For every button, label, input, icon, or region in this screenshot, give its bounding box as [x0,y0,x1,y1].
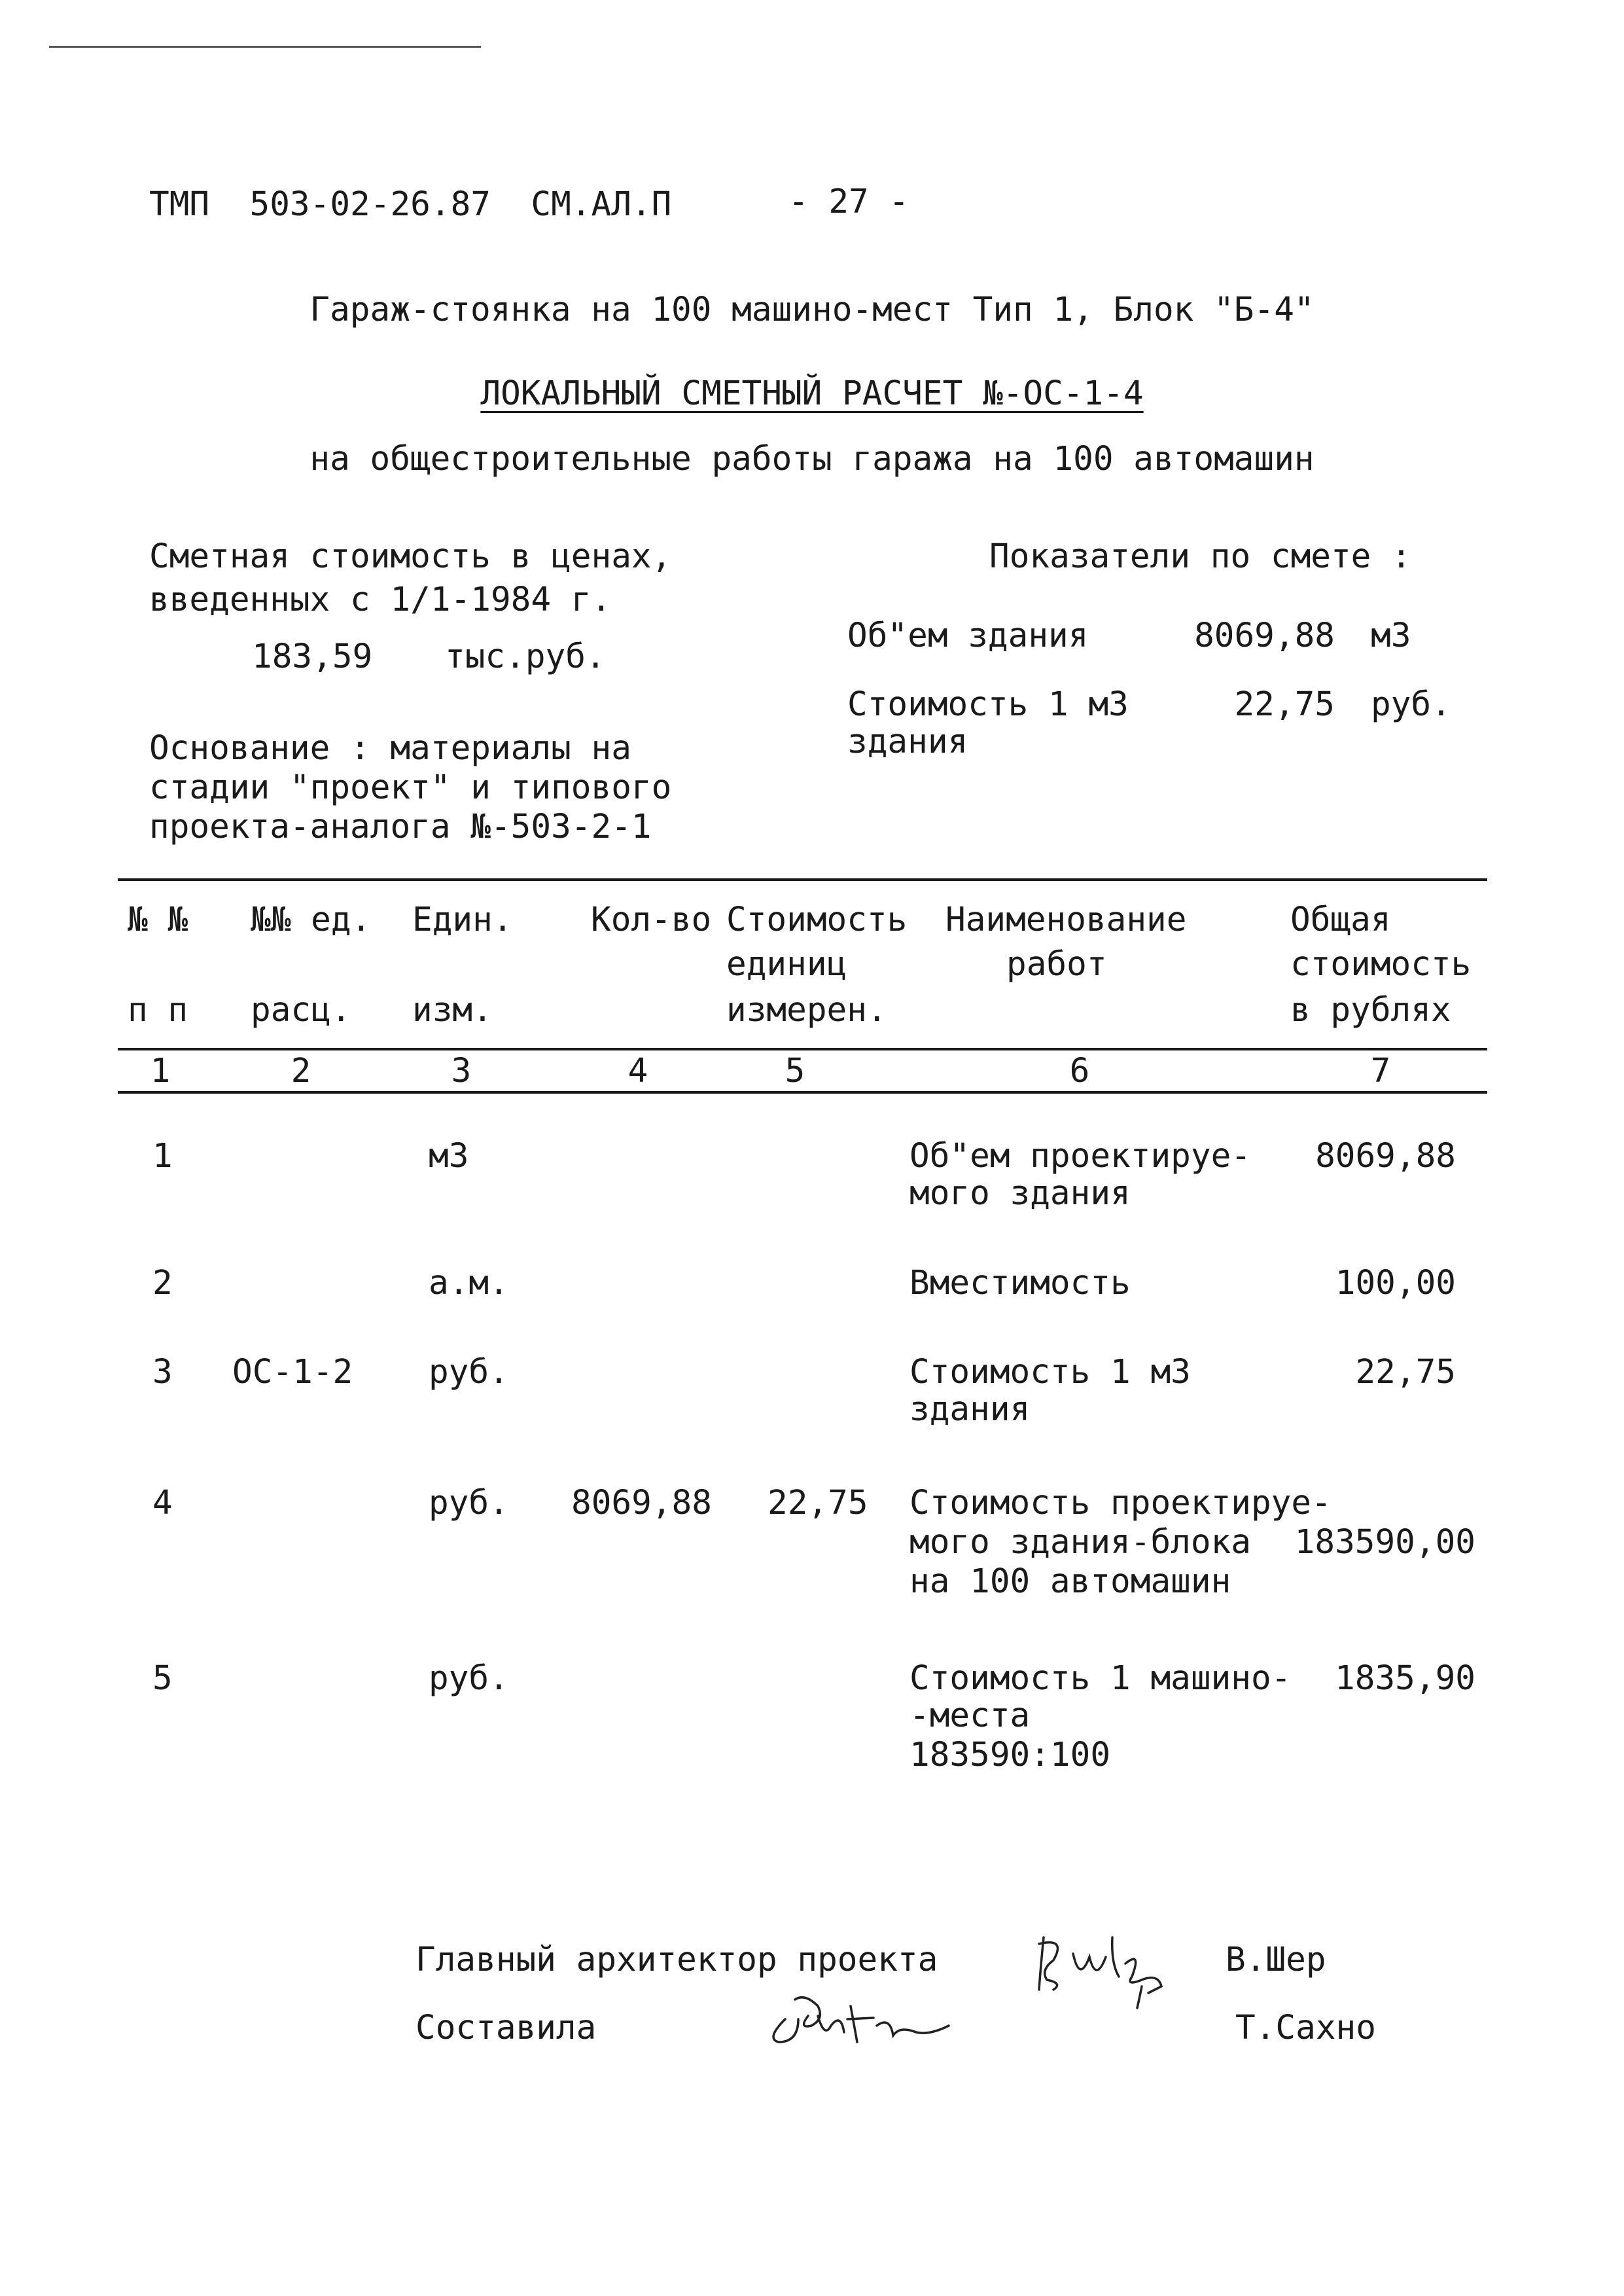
row-name-line2: здания [909,1390,1031,1429]
row-name-line1: Стоимость 1 м3 [909,1353,1191,1391]
row-total: 100,00 [1335,1264,1456,1302]
row-name-line2: -места [909,1696,1031,1735]
row-name-line1: Стоимость 1 машино- [909,1659,1292,1698]
row-number: 5 [152,1659,173,1698]
header-col3-bottom: изм. [412,991,493,1030]
row-name-line2: мого здания [909,1174,1131,1213]
row-unit: руб. [429,1659,509,1698]
row-number: 3 [152,1353,173,1391]
compiler-name: Т.Сахно [1235,2009,1376,2047]
header-col5-line3: измерен. [726,991,887,1030]
row-unit: руб. [429,1484,509,1522]
header-col7-line3: в рублях [1290,991,1451,1030]
indicator-cost-label-line1: Стоимость 1 м3 [847,685,1129,724]
estimate-cost-unit: тыс.руб. [445,637,606,676]
row-name-line2: мого здания-блока [909,1523,1251,1562]
row-quantity: 8069,88 [571,1484,712,1522]
header-bottom-rule [118,1048,1487,1050]
header-col7-line2: стоимость [1290,945,1472,984]
column-number: 5 [785,1052,805,1090]
indicator-cost-value: 22,75 [1234,685,1335,724]
indicator-volume-label: Об"ем здания [847,617,1089,655]
row-name-line3: на 100 автомашин [909,1562,1231,1601]
basis-line2: стадии "проект" и типового [149,768,672,807]
column-number: 1 [150,1052,171,1090]
header-col2-top: №№ ед. [251,901,372,939]
row-total: 22,75 [1355,1353,1456,1391]
header-col3-top: Един. [412,901,513,939]
row-total: 8069,88 [1315,1137,1456,1175]
header-col6-line2: работ [1006,945,1107,984]
row-name-line1: Вместимость [909,1264,1131,1302]
page-number: - 27 - [788,183,909,221]
row-number: 2 [152,1264,173,1302]
column-number: 4 [627,1052,648,1090]
basis-line1: Основание : материалы на [149,729,631,768]
subject-line: Гараж-стоянка на 100 машино-мест Тип 1, Блок "Б-4" [309,291,1315,329]
estimate-cost-value: 183,59 [252,637,373,676]
estimate-cost-line2: введенных с 1/1-1984 г. [149,581,612,619]
top-rule [49,46,481,48]
indicators-heading: Показатели по смете : [989,537,1411,576]
column-number: 6 [1069,1052,1090,1090]
basis-line3: проекта-аналога №-503-2-1 [149,808,652,846]
table-top-rule [118,878,1487,881]
header-col6-line1: Наименование [945,901,1187,939]
header-col5-line1: Стоимость [726,901,908,939]
compiler-signature [759,1980,968,2052]
column-number: 3 [451,1052,472,1090]
indicator-cost-unit: руб. [1371,685,1451,724]
architect-label: Главный архитектор проекта [415,1941,938,1979]
row-unit: м3 [429,1137,469,1175]
column-numbers-rule [118,1091,1487,1094]
compiler-label: Составила [415,2009,597,2047]
indicator-volume-unit: м3 [1371,617,1411,655]
row-unit: руб. [429,1353,509,1391]
column-number: 7 [1370,1052,1391,1090]
estimate-cost-line1: Сметная стоимость в ценах, [149,537,672,576]
row-total: 183590,00 [1294,1523,1475,1562]
row-total: 1835,90 [1335,1659,1475,1698]
document-code: ТМП 503-02-26.87 СМ.АЛ.П [149,185,672,224]
architect-signature [1027,1924,1178,2009]
row-unit: а.м. [429,1264,509,1302]
row-name-line3: 183590:100 [909,1736,1111,1774]
header-col1-top: № № [128,901,188,939]
header-col1-bottom: п п [128,991,188,1030]
architect-name: В.Шер [1226,1941,1326,1979]
header-col2-bottom: расц. [251,991,351,1030]
indicator-volume-value: 8069,88 [1194,617,1335,655]
indicator-cost-label-line2: здания [847,723,968,761]
row-name-line1: Стоимость проектируе- [909,1484,1332,1522]
header-col7-line1: Общая [1290,901,1391,939]
row-unit-price: 22,75 [768,1484,868,1522]
document-subtitle: на общестроительные работы гаража на 100 автомашин [309,440,1315,478]
row-code: ОС-1-2 [232,1353,353,1391]
document-title: ЛОКАЛЬНЫЙ СМЕТНЫЙ РАСЧЕТ №-ОС-1-4 [480,374,1144,413]
row-number: 1 [152,1137,173,1175]
header-col4: Кол-во [591,901,712,939]
column-number: 2 [291,1052,311,1090]
row-name-line1: Об"ем проектируе- [909,1137,1251,1175]
header-col5-line2: единиц [726,945,847,984]
row-number: 4 [152,1484,173,1522]
